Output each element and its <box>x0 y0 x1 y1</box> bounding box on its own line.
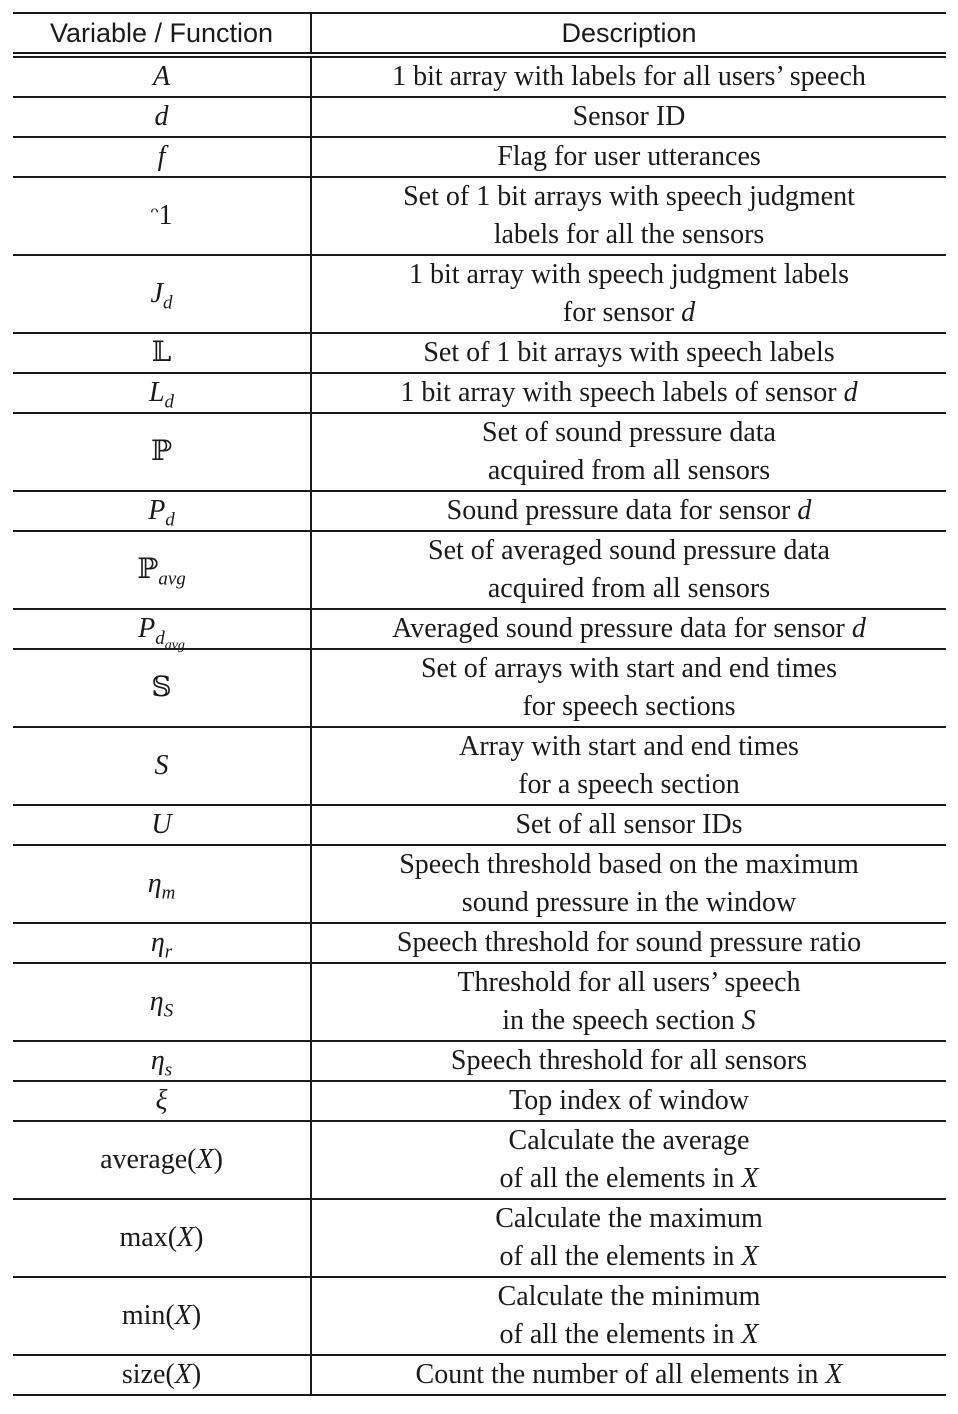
table-row <box>13 97 946 137</box>
description-cell <box>311 609 946 649</box>
symbol-subscript <box>158 569 185 590</box>
variable-symbol <box>155 750 169 781</box>
description-cell <box>311 1081 946 1121</box>
table-row <box>13 1121 946 1199</box>
variable-cell <box>13 333 311 373</box>
table-row <box>13 805 946 845</box>
description-line: Speech threshold for all sensors <box>450 1045 808 1076</box>
table-row <box>13 649 946 727</box>
variable-cell <box>13 55 311 97</box>
variable-symbol <box>151 436 172 467</box>
variable-symbol <box>150 927 173 963</box>
table-row <box>13 373 946 413</box>
description-line: for a speech section <box>518 769 740 800</box>
subscript-text: d <box>164 391 175 413</box>
variable-cell <box>13 727 311 805</box>
variable-cell <box>13 805 311 845</box>
description-line: Speech threshold based on the maximum <box>399 849 859 880</box>
symbol-base: η <box>147 868 162 899</box>
description-line: Flag for user utterances <box>497 141 761 172</box>
symbol-base: A <box>152 61 171 92</box>
description-line: for sensor d <box>562 297 696 328</box>
symbol-subscript <box>163 293 173 314</box>
symbol-base: η <box>150 1045 165 1076</box>
table-row <box>13 255 946 333</box>
description-line: Top index of window <box>509 1085 749 1116</box>
header-variable-function: Variable / Function <box>13 13 311 55</box>
symbol-base: L <box>148 377 165 408</box>
symbol-subscript <box>165 1060 172 1081</box>
symbol-base: S <box>154 750 169 781</box>
variable-symbol <box>138 613 185 653</box>
table-row <box>13 1355 946 1395</box>
table-header <box>13 13 946 55</box>
variable-symbol <box>149 986 174 1022</box>
variable-symbol <box>150 278 173 314</box>
header-row <box>13 13 946 55</box>
variable-cell <box>13 1121 311 1199</box>
description-cell <box>311 177 946 255</box>
table-body <box>13 55 946 1395</box>
description-line: in the speech section S <box>502 1005 756 1036</box>
symbol-base: d <box>154 101 169 132</box>
description-cell <box>311 1041 946 1081</box>
variable-cell <box>13 491 311 531</box>
description-line: Sensor ID <box>572 101 686 132</box>
variable-cell <box>13 845 311 923</box>
symbol-subscript <box>165 392 175 413</box>
description-line: Set of all sensor IDs <box>515 809 743 840</box>
description-cell <box>311 845 946 923</box>
variable-cell <box>13 373 311 413</box>
description-cell <box>311 1355 946 1395</box>
table-row <box>13 531 946 609</box>
description-line: of all the elements in X <box>499 1163 759 1194</box>
variable-symbol <box>152 337 172 368</box>
variable-cell <box>13 923 311 963</box>
variable-symbol: size(X) <box>121 1359 202 1390</box>
subscript-text: d <box>162 292 173 314</box>
subscript-text: d <box>165 509 175 531</box>
function-name: average <box>100 1144 188 1175</box>
symbol-base: P <box>138 613 156 644</box>
description-line: 1 bit array with speech labels of sensor d <box>400 377 858 408</box>
sub-subscript: avg <box>164 637 185 653</box>
variable-cell <box>13 413 311 491</box>
description-cell <box>311 333 946 373</box>
variable-cell <box>13 649 311 727</box>
symbol-base: 𝕃 <box>151 337 172 368</box>
subscript-text: S <box>163 1000 174 1022</box>
function-argument: X <box>177 1222 195 1253</box>
symbol-subscript <box>165 510 175 531</box>
symbol-subscript <box>164 1001 174 1022</box>
description-cell <box>311 97 946 137</box>
description-line: Set of 1 bit arrays with speech labels <box>423 337 835 368</box>
table-row <box>13 727 946 805</box>
variable-cell <box>13 609 311 653</box>
description-line: Set of 1 bit arrays with speech judgment <box>403 181 855 212</box>
symbol-base: η <box>149 986 164 1017</box>
variable-symbol <box>151 672 171 703</box>
description-cell <box>311 255 946 333</box>
variable-cell <box>13 137 311 177</box>
description-line: Count the number of all elements in X <box>415 1359 843 1390</box>
variable-cell <box>13 1199 311 1277</box>
function-argument: X <box>196 1144 214 1175</box>
symbol-base: P <box>148 495 166 526</box>
variable-cell <box>13 177 311 255</box>
description-cell <box>311 1277 946 1355</box>
subscript-text: s <box>164 1059 173 1081</box>
description-line: acquired from all sensors <box>487 573 771 604</box>
description-cell <box>311 649 946 727</box>
description-line: of all the elements in X <box>499 1241 759 1272</box>
description-line: 1 bit array with labels for all users’ speech <box>392 61 866 92</box>
variable-symbol <box>156 1085 168 1116</box>
symbol-base: U <box>151 809 172 840</box>
table-row <box>13 609 946 649</box>
variable-symbol <box>150 200 172 231</box>
symbol-base: ξ <box>155 1085 168 1116</box>
description-line: Averaged sound pressure data for sensor d <box>392 613 866 644</box>
variable-symbol: min(X) <box>121 1300 202 1331</box>
description-cell <box>311 373 946 413</box>
variable-symbol <box>137 554 186 590</box>
function-argument: X <box>174 1300 192 1331</box>
description-cell <box>311 531 946 609</box>
variable-symbol: average(X) <box>100 1144 223 1175</box>
variable-symbol <box>147 868 176 904</box>
table-row <box>13 491 946 531</box>
description-line: Array with start and end times <box>459 731 799 762</box>
table-row <box>13 1199 946 1277</box>
variable-symbol <box>150 1045 173 1081</box>
description-cell <box>311 1121 946 1199</box>
description-cell <box>311 55 946 97</box>
variable-symbol: max(X) <box>119 1222 204 1253</box>
table-row <box>13 923 946 963</box>
subscript-text: d <box>155 627 165 649</box>
description-cell <box>311 137 946 177</box>
symbol-base: η <box>150 927 165 958</box>
function-name: size <box>121 1359 166 1390</box>
subscript-text: r <box>164 941 173 963</box>
function-argument: X <box>174 1359 192 1390</box>
symbol-base: 𝕊 <box>151 672 172 703</box>
symbol-base: f <box>157 141 166 172</box>
table-row <box>13 413 946 491</box>
table-row <box>13 177 946 255</box>
description-line: acquired from all sensors <box>487 455 771 486</box>
subscript-text: avg <box>158 568 186 590</box>
symbol-base: ℙ <box>150 436 173 467</box>
description-cell <box>311 491 946 531</box>
description-line: Threshold for all users’ speech <box>457 967 801 998</box>
description-line: 1 bit array with speech judgment labels <box>408 259 850 290</box>
description-line: labels for all the sensors <box>493 219 765 250</box>
description-line: Set of arrays with start and end times <box>420 653 837 684</box>
description-cell <box>311 1199 946 1277</box>
symbol-base: ℙ <box>137 554 159 585</box>
variable-symbol <box>158 141 166 172</box>
description-line: Calculate the minimum <box>497 1281 761 1312</box>
description-line: sound pressure in the window <box>461 887 797 918</box>
symbol-subscript <box>165 942 172 963</box>
variable-cell <box>13 963 311 1041</box>
description-line: Calculate the maximum <box>495 1203 763 1234</box>
variable-cell <box>13 255 311 333</box>
description-line: Speech threshold for sound pressure ratio <box>396 927 862 958</box>
symbol-base: J <box>150 278 163 309</box>
table-row <box>13 1277 946 1355</box>
description-line: for speech sections <box>522 691 736 722</box>
variable-cell <box>13 1081 311 1121</box>
table-row <box>13 1081 946 1121</box>
variable-cell <box>13 1277 311 1355</box>
variable-symbol <box>151 809 171 840</box>
description-line: Set of sound pressure data <box>482 417 776 448</box>
description-line: Set of averaged sound pressure data <box>428 535 830 566</box>
variable-symbol <box>148 377 175 413</box>
variable-cell <box>13 1355 311 1395</box>
notation-table <box>13 12 946 1396</box>
table-row <box>13 137 946 177</box>
table-row <box>13 845 946 923</box>
variable-cell <box>13 1041 311 1081</box>
variable-cell <box>13 531 311 609</box>
description-line: Sound pressure data for sensor d <box>446 495 812 526</box>
subscript-text: m <box>161 882 176 904</box>
table-row <box>13 963 946 1041</box>
description-cell <box>311 963 946 1041</box>
description-cell <box>311 727 946 805</box>
description-line: Calculate the average <box>508 1125 750 1156</box>
description-cell <box>311 805 946 845</box>
description-cell <box>311 413 946 491</box>
function-name: max <box>119 1222 168 1253</box>
symbol-base: ᵔ1 <box>150 200 173 231</box>
description-line: of all the elements in X <box>499 1319 759 1350</box>
variable-symbol <box>153 61 170 92</box>
header-description: Description <box>561 18 697 48</box>
table-row <box>13 55 946 97</box>
variable-symbol <box>148 495 175 531</box>
table-row <box>13 333 946 373</box>
function-name: min <box>121 1300 166 1331</box>
symbol-subscript <box>162 883 176 904</box>
description-cell <box>311 923 946 963</box>
symbol-subscript <box>155 627 185 653</box>
table-row <box>13 1041 946 1081</box>
variable-symbol <box>155 101 169 132</box>
variable-cell <box>13 97 311 137</box>
